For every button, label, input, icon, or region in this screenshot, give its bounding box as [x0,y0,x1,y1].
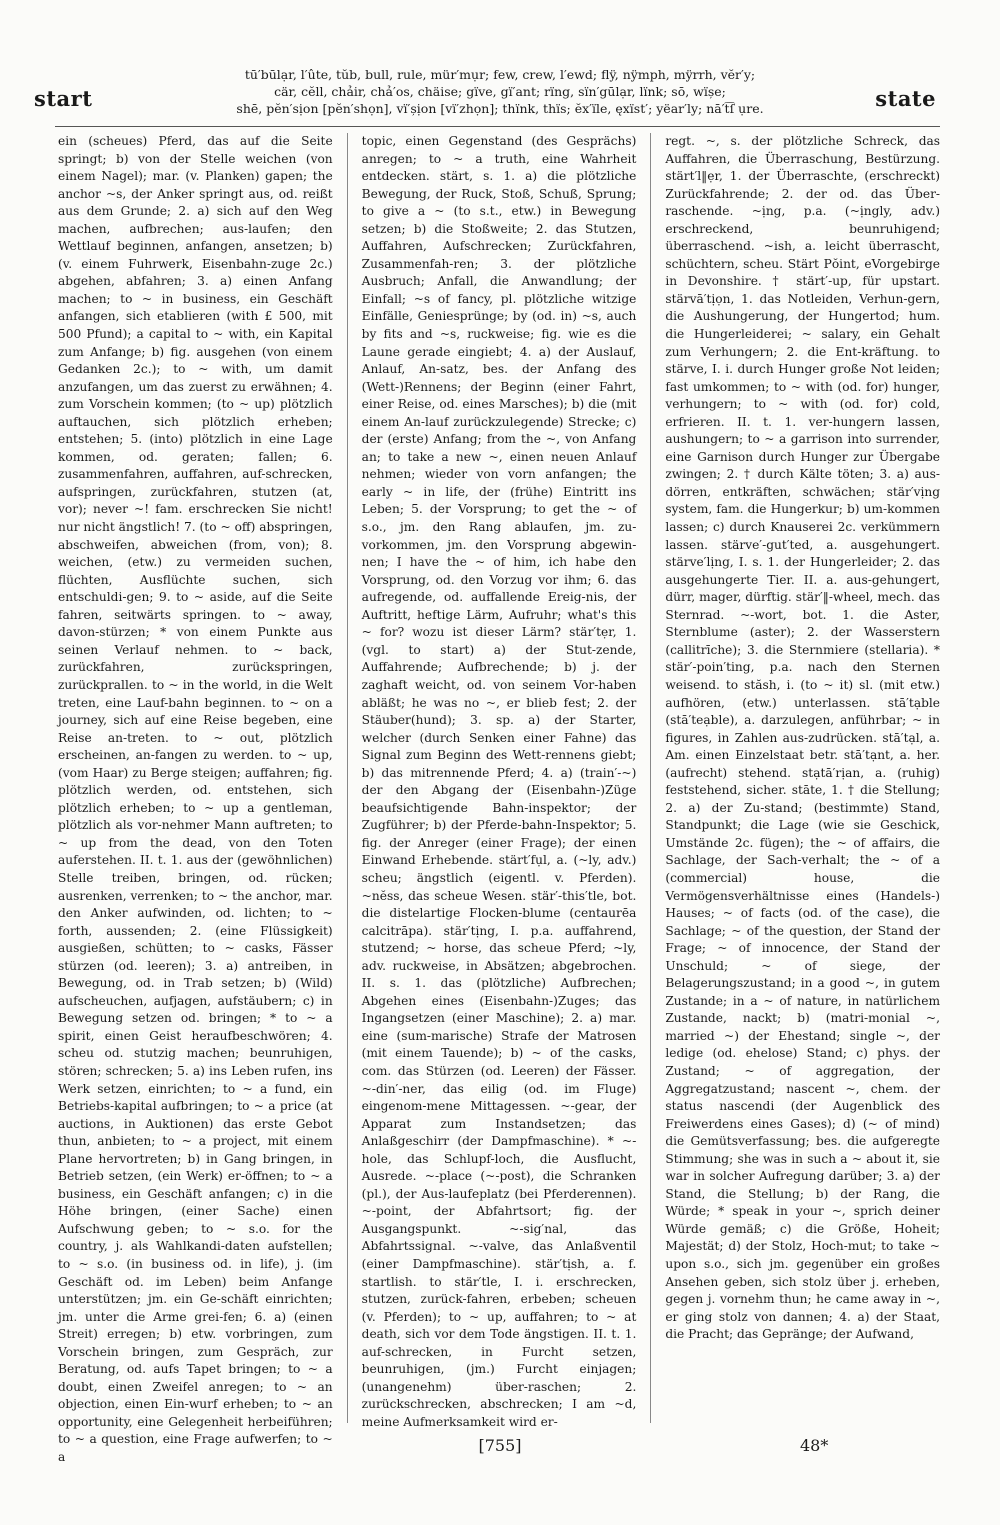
pronunciation-line: shē, pĕn′sịon [pĕn′shọn], vï′șịon [vï′zhọn]; thïnk, thïs; ĕx′ïle, ęxïst′; yëar′ly; nā′t͡ſ ụre. [236,101,764,116]
column-2 [361,133,637,1429]
column-divider [650,133,651,1423]
guide-word-right: state [875,86,936,111]
column-1 [58,133,333,1465]
pronunciation-line: tū′būlạr, l′ûte, tŭb, bull, rule, mür′mụr; few, crew, l′ewd; flÿ, nÿmph, mÿrrh, vĕr′y; [244,67,756,82]
signature-mark: 48* [800,1436,829,1455]
pronunciation-line: cär, cĕll, chảir, chả′os, chäise; gïve, gï′ant; rïng, sïn′gūlạr, lïnk; sō, wïșe; [274,84,726,99]
page-number: [755] [478,1436,522,1455]
column-text: ein (scheues) Pferd, das auf die Seite springt; b) von der Stelle weichen (von einem Nagel); mar. (v. Planken) gapen; the anchor ~s, der Anker springt aus, od. reißt aus dem Grunde; 2. a) sich auf den Weg machen, aufbrechen; aus-laufen; den Wettlauf beginnen, anfangen, ansetzen; b) (v. einem Fuhrwerk, Eisenbahn-zuge 2c.) abgehen, abfahren; 3. a) einen Anfang machen; to ~ in business, ein Geschäft anfangen, sich etablieren (with £ 500, mit 500 Pfund); a capital to ~ with, ein Kapital zum Anfange; b) fig. ausgehen (von einem Gedanken 2c.); to ~ with, um damit anzufangen, um das zuerst zu erwähnen; 4. zum Vorschein kommen; (to ~ up) plötzlich auftauchen, sich plötzlich erheben; entstehen; 5. (into) plötzlich in eine Lage kommen, od. geraten; fallen; 6. zusammenfahren, auffahren, auf-schrecken, aufspringen, zurückfahren, stutzen (at, vor); never ~! fam. erschrecken Sie nicht! nur nicht ängstlich! 7. (to ~ off) abspringen, abschweifen, abweichen (from, von); 8. weichen, (etw.) zu vermeiden suchen, flüchten, Ausflüchte suchen, sich entschuldi-gen; 9. to ~ aside, auf die Seite fahren, seitwärts springen. to ~ away, davon-stürzen; * von einem Punkte aus seinen Verlauf nehmen. to ~ back, zurückfahren, zurückspringen, zurückprallen. to ~ in the world, in die Welt treten, eine Lauf-bahn beginnen. to ~ on a journey, sich auf eine Reise begeben, eine Reise an-treten. to ~ out, plötzlich erscheinen, an-fangen zu werden. to ~ up, (vom Haar) zu Berge steigen; auffahren; fig. plötzlich werden, od. entstehen, sich plötzlich erheben; to ~ up a gentleman, plötzlich als vor-nehmer Mann auftreten; to ~ up from the dead, von den Toten auferstehen. II. t. 1. aus der (gewöhnlichen) Stelle treiben, bringen, od. rücken; ausrenken, verrenken; to ~ the anchor, mar. den Anker aufwinden, od. lichten; to ~ forth, aussenden; 2. (eine Flüssigkeit) ausgießen, schütten; to ~ casks, Fässer stürzen (od. leeren); 3. a) antreiben, in Bewegung, od. in Trab setzen; b) (Wild) aufscheuchen, aufjagen, aufstäubern; c) in Bewegung setzen od. bringen; * to ~ a spirit, einen Geist heraufbeschwören; 4. scheu od. stutzig machen; beunruhigen, stören; schrecken; 5. a) ins Leben rufen, ins Werk setzen, einrichten; to ~ a fund, ein Betriebs-kapital aufbringen; to ~ a price (at auctions, in Auktionen) das erste Gebot thun, anbieten; to ~ a project, mit einem Plane hervortreten; b) in Gang bringen, in Betrieb setzen, (ein Werk) er-öffnen; to ~ a business, ein Geschäft anfangen; c) in die Höhe bringen, (einer Sache) einen Aufschwung geben; to ~ s.o. for the country, j. als Wahlkandi-daten aufstellen; to ~ s.o. (in business od. in life), j. (im Geschäft od. im Leben) beim Anfange unterstützen; jm. ein Ge-schäft einrichten; jm. unter die Arme grei-fen; 6. a) (einen Streit) erregen; b) etw. vorbringen, zum Vorschein bringen, zum Gespräch, zur Beratung, od. aufs Tapet bringen; to ~ a doubt, einen Zweifel anregen; to ~ an objection, einen Ein-wurf erheben; to ~ an opportunity, eine Gelegenheit herbeiführen; to ~ a question, eine Frage aufwerfen; to ~ a [58,134,333,1465]
column-text: topic, einen Gegenstand (des Gesprächs) anregen; to ~ a truth, eine Wahrheit entdecken. stärt, s. 1. a) die plötzliche Bewegung, der Ruck, Stoß, Schuß, Sprung; to give a ~ (to s.t., etw.) in Bewegung setzen; b) die Stoßweite; 2. das Stutzen, Auffahren, Aufschrecken; Zurückfahren, Zusammenfah-ren; 3. der plötzliche Ausbruch; Anfall, die Anwandlung; der Einfall; ~s of fancy, pl. plötzliche witzige Einfälle, Geniesprünge; by (od. in) ~s, auch by fits and ~s, ruckweise; fig. wie es die Laune gerade eingiebt; 4. a) der Auslauf, Anlauf, An-satz, bes. der Anfang des (Wett-)Rennens; der Beginn (einer Fahrt, einer Reise, od. eines Marsches); b) die (mit einem An-lauf zurückzulegende) Strecke; c) der (erste) Anfang; from the ~, von Anfang an; to take a new ~, einen neuen Anlauf nehmen; wieder von vorn anfangen; the early ~ in life, der (frühe) Eintritt ins Leben; 5. der Vorsprung; to get the ~ of s.o., jm. den Rang ablaufen, jm. zu-vorkommen, jm. den Vorsprung abgewin-nen; I have the ~ of him, ich habe den Vorsprung, od. den Vorzug vor ihm; 6. das aufregende, od. auffallende Ereig-nis, der Auftritt, heftige Lärm, Aufruhr; what's this ~ for? wozu ist dieser Lärm? stär′tẹr, 1. (vgl. to start) a) der Stut-zende, Auffahrende; Aufbrechende; b) j. der zaghaft weicht, od. von seinem Vor-haben abläßt; he was no ~, er blieb fest; 2. der Stäuber(hund); 3. sp. a) der Starter, welcher (durch Senken einer Fahne) das Signal zum Beginn des Wett-rennens giebt; b) das mitrennende Pferd; 4. a) (train′-~) der den Abgang der (Eisenbahn-)Züge beaufsichtigende Bahn-inspektor; der Zugführer; b) der Pferde-bahn-Inspektor; 5. fig. der Anreger (einer Frage); der einen Einwand Erhebende. stärt′fụl, a. (~ly, adv.) scheu; ängstlich (eigentl. v. Pferden). ~nĕss, das scheue Wesen. stär′-this′tle, bot. die distelartige Flocken-blume (centaurēa calcitrāpa). stär′tịng, I. p.a. auffahrend, stutzend; ~ horse, das scheue Pferd; ~ly, adv. ruckweise, in Absätzen; abgebrochen. II. s. 1. das (plötzliche) Aufbrechen; Abgehen eines (Eisenbahn-)Zuges; das Ingangsetzen (einer Maschine); 2. a) mar. eine (sum-marische) Strafe der Matrosen (mit einem Tauende); b) ~ of the casks, com. das Stürzen (od. Leeren) der Fässer. ~-din′-ner, das eilig (od. im Fluge) eingenom-mene Mittagessen. ~-gear, der Apparat zum Instandsetzen; das Anlaßgeschirr (der Dampfmaschine). * ~-hole, das Schlupf-loch, die Ausflucht, Ausrede. ~-place (~-post), die Schranken (pl.), der Aus-laufeplatz (bei Pferderennen). ~-point, der Abfahrtsort; fig. der Ausgangspunkt. ~-sig′nal, das Abfahrtssignal. ~-valve, das Anlaßventil (einer Dampfmaschine). stär′tịsh, a. f. startlish. to stär′tle, I. i. erschrecken, stutzen, zurück-fahren, erbeben; scheuen (v. Pferden); to ~ up, auffahren; to ~ at death, sich vor dem Tode ängstigen. II. t. 1. auf-schrecken, in Furcht setzen, beunruhigen, (jm.) Furcht einjagen; (unangenehm) über-raschen; 2. zurückschrecken, abschrecken; I am ~d, meine Aufmerksamkeit wird er- [361,134,637,1429]
column-divider [347,133,348,1423]
column-3 [665,133,940,1423]
guide-word-left: start [34,86,93,111]
column-text: regt. ~, s. der plötzliche Schreck, das Auffahren, die Überraschung, Bestürzung. stärt′l‖ẹr, 1. der Überraschte, (erschreckt) Zurückfahrende; 2. der od. das Über-raschende. ~ịng, p.a. (~ịngly, adv.) erschreckend, beunruhigend; überraschend. ~ish, a. leicht überrascht, schüchtern, scheu. Stärt Pŏint, eVorgebirge in Devonshire. † stärt′-up, für upstart. stärvā′tịọn, 1. das Notleiden, Verhun-gern, die Aushungerung, der Hungertod; hum. die Hungerleiderei; ~ salary, ein Gehalt zum Verhungern; 2. die Ent-kräftung. to stärve, I. i. durch Hunger große Not leiden; fast umkommen; to ~ with (od. for) hunger, verhungern; to ~ with (od. for) cold, erfrieren. II. t. 1. ver-hungern lassen, aushungern; to ~ a garrison into surrender, eine Garnison durch Hunger zur Übergabe zwingen; 2. † durch Kälte töten; 3. a) aus-dörren, entkräften, schwächen; stär′vịng system, fam. die Hungerkur; b) um-kommen lassen; c) durch Knauserei 2c. verkümmern lassen. stärve′-gut′ted, a. ausgehungert. stärve′lịng, I. s. 1. der Hungerleider; 2. das ausgehungerte Tier. II. a. aus-gehungert, dürr, mager, dürftig. stär′‖-wheel, mech. das Sternrad. ~-wort, bot. 1. die Aster, Sternblume (aster); 2. der Wasserstern (callitrīche); 3. die Sternmiere (stellaria). * stär′-poin′ting, p.a. nach den Sternen weisend. to stăsh, i. (to ~ it) sl. (mit etw.) aufhören, (etw.) unterlassen. stā′tạble (stā′teạble), a. darzulegen, anführbar; ~ in figures, in Zahlen aus-zudrücken. stā′tạl, a. Am. einen Einzelstaat betr. stā′tạnt, a. her. (aufrecht) stehend. stạtā′rịan, a. (ruhig) feststehend, sicher. stāte, 1. † die Stellung; 2. a) der Zu-stand; (bestimmte) Stand, Standpunkt; die Lage (wie sie Geschick, Umstände 2c. fügen); the ~ of affairs, die Sachlage, der Sach-verhalt; the ~ of a (commercial) house, die Vermögensverhältnisse eines (Handels-) Hauses; ~ of facts (od. of the case), die Sachlage; ~ of the question, der Stand der Frage; ~ of innocence, der Stand der Unschuld; ~ of siege, der Belagerungszustand; in a good ~, in gutem Zustande; in a ~ of nature, in natürlichem Zustande, nackt; b) (matri-monial ~, married ~) der Ehestand; single ~, der ledige (od. ehelose) Stand; c) phys. der Zustand; ~ of aggregation, der Aggregatzustand; nascent ~, chem. der status nascendi (der Augenblick des Freiwerdens eines Gases); d) (~ of mind) die Gemütsverfassung; bes. die aufgeregte Stimmung; she was in such a ~ about it, sie war in solcher Aufregung darüber; 3. a) der Stand, die Stellung; b) der Rang, die Würde; * speak in your ~, sprich deiner Würde gemäß; c) die Größe, Hoheit; Majestät; d) der Stolz, Hoch-mut; to take ~ upon s.o., sich jm. gegenüber ein großes Ansehen geben, sich stolz über j. erheben, gegen j. vornehm thun; he came away in ~, er ging stolz von dannen; 4. a) der Staat, die Pracht; das Gepränge; der Aufwand, [665,134,941,1342]
header-rule [55,126,940,127]
pronunciation-key [170,66,830,117]
